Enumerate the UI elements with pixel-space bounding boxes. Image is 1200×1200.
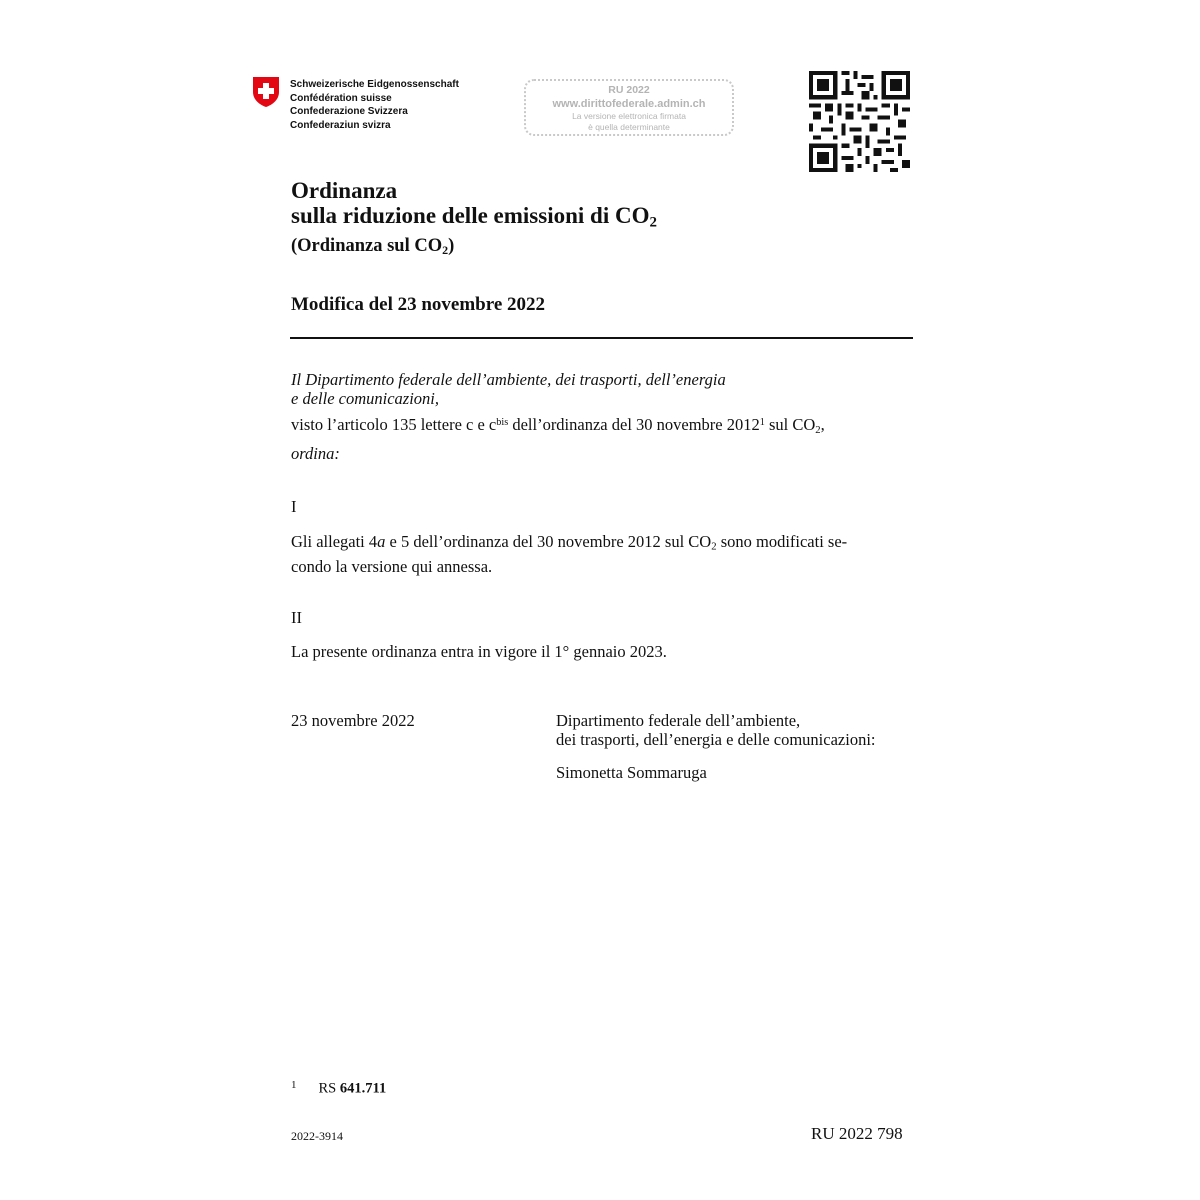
stamp-note-1: La versione elettronica firmata xyxy=(572,111,686,121)
title-line-2: sulla riduzione delle emissioni di $CO_2$ xyxy=(291,203,657,231)
ru-reference: RU 2022 798 xyxy=(811,1124,903,1143)
section-heading-I: I xyxy=(291,497,297,516)
document-id: 2022-3914 xyxy=(291,1129,343,1143)
amendment-date: Modifica del 23 novembre 2022 xyxy=(291,294,546,315)
stamp-ru: RU 2022 xyxy=(608,84,650,96)
title-line-1: Ordinanza xyxy=(291,178,398,203)
preamble xyxy=(291,370,911,463)
footnote: $^1$ RS 641.711 xyxy=(291,1079,387,1097)
section-heading-II: II xyxy=(291,608,302,627)
footnote-ref: 641.711 xyxy=(339,1080,387,1097)
section-II-text: La presente ordinanza entra in vigore il 1° gennaio 2023. xyxy=(291,642,667,661)
confederation-name-fr: Confédération suisse xyxy=(290,92,392,104)
publication-stamp xyxy=(524,79,734,136)
signature-date: 23 novembre 2022 xyxy=(291,711,415,730)
authority-line-1: Il Dipartimento federale dell’ambiente, dei trasporti, dell’energia xyxy=(291,370,726,389)
confederation-name-de: Schweizerische Eidgenossenschaft xyxy=(290,79,459,90)
confederation-name-rm: Confederaziun svizra xyxy=(290,119,391,131)
confederation-names xyxy=(290,78,459,132)
swiss-crest-icon xyxy=(252,76,280,108)
authority-line-2: e delle comunicazioni, xyxy=(291,389,440,408)
signature-authority: Dipartimento federale dell’ambiente, dei trasporti, dell’energia e delle comunicazioni: xyxy=(556,711,876,749)
qr-code-icon xyxy=(809,71,910,172)
confederation-name-it: Confederazione Svizzera xyxy=(290,106,408,117)
ordina: ordina: xyxy=(291,443,340,463)
divider xyxy=(290,337,913,339)
stamp-note-2: è quella determinante xyxy=(588,122,670,132)
short-title: (Ordinanza sul $CO_2$) xyxy=(291,236,455,257)
stamp-url: www.dirittofederale.admin.ch xyxy=(552,98,706,110)
document-title xyxy=(291,178,657,236)
legal-basis: visto l’articolo 135 lettere c e $c^{bis}$ dell’ordinanza del 30 novembre 2012$^1$ sul $CO_2$, xyxy=(291,415,825,436)
signer-name: Simonetta Sommaruga xyxy=(556,763,707,782)
section-I-text: Gli allegati 4a e 5 dell’ordinanza del 30 novembre 2012 sul $CO_2$ sono modificati se- condo la versione qui annessa. xyxy=(291,532,848,576)
footnote-ref-link[interactable]: 1 xyxy=(759,417,765,428)
